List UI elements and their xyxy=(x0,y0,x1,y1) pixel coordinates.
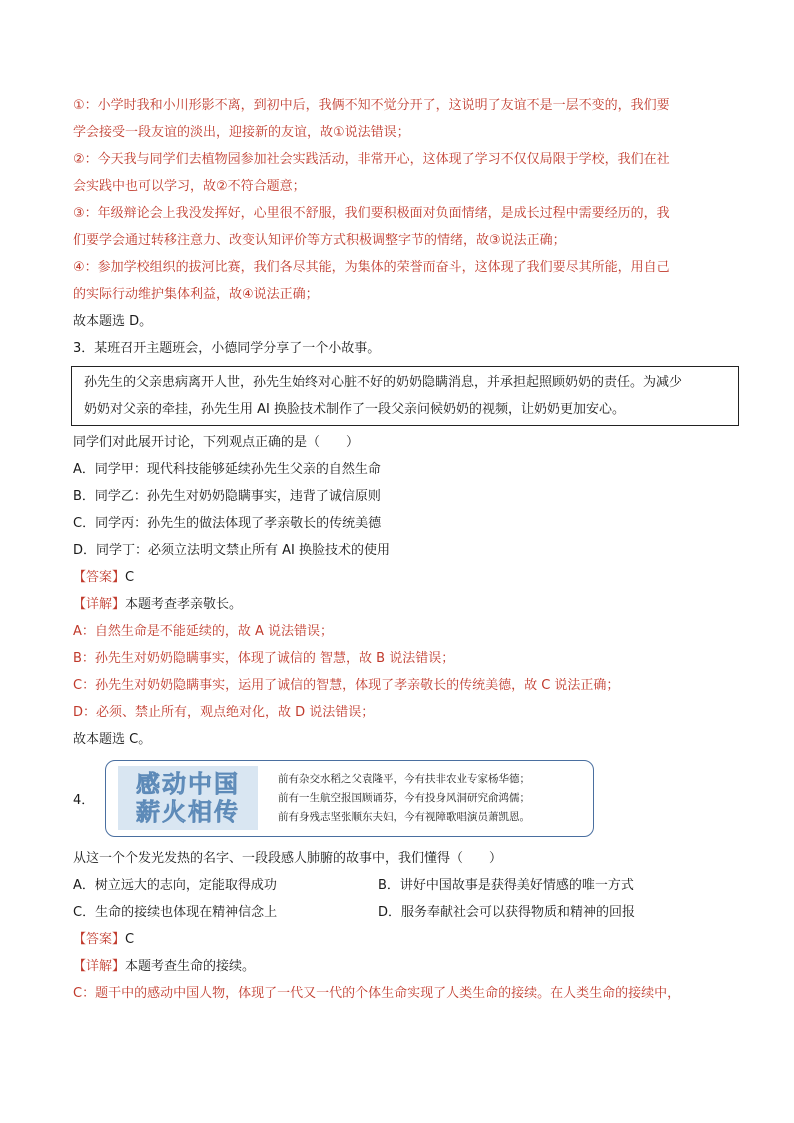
explanation-line: ①：小学时我和小川形影不离，到初中后，我俩不知不觉分开了，这说明了友谊不是一层不变的，我们要 xyxy=(73,98,670,113)
answer-value: C xyxy=(125,570,135,585)
option-c: C．生命的接续也体现在精神信念上 xyxy=(73,905,278,920)
explanation-line: ④：参加学校组织的拔河比赛，我们各尽其能，为集体的荣誉而奋斗，这体现了我们要尽其所能，用自己 xyxy=(73,260,670,275)
answer-tag: 【答案】 xyxy=(73,932,126,947)
detail-line xyxy=(73,953,738,980)
banner-image xyxy=(105,760,594,837)
document-page xyxy=(73,92,738,1007)
question-3-stem: 3．某班召开主题班会，小德同学分享了一个小故事。 xyxy=(73,341,381,356)
question-4-header xyxy=(73,755,738,841)
explanation-line: 们要学会通过转移注意力、改变认知评价等方式积极调整字节的情绪，故③说法正确； xyxy=(73,233,566,248)
explanation-line: 学会接受一段友谊的淡出，迎接新的友谊，故①说法错误； xyxy=(73,125,410,140)
explanation-line: 的实际行动维护集体利益，故④说法正确； xyxy=(73,287,319,302)
option-b: B．同学乙：孙先生对奶奶隐瞒事实，违背了诚信原则 xyxy=(73,489,381,504)
option-c: C．同学丙：孙先生的做法体现了孝亲敬长的传统美德 xyxy=(73,516,382,531)
explanation-line: ②：今天我与同学们去植物园参加社会实践活动，非常开心，这体现了学习不仅仅局限于学校，我们在社 xyxy=(73,152,670,167)
explanation-line: ③：年级辩论会上我没发挥好，心里很不舒服，我们要积极面对负面情绪，是成长过程中需要经历的，我 xyxy=(73,206,670,221)
detail-tag: 【详解】 xyxy=(73,597,126,612)
question-4-number: 4． xyxy=(73,792,95,808)
explanation-line: B：孙先生对奶奶隐瞒事实，体现了诚信的 智慧，故 B 说法错误； xyxy=(73,651,455,666)
answer-value: C xyxy=(125,932,135,947)
story-line: 孙先生的父亲患病离开人世，孙先生始终对心脏不好的奶奶隐瞒消息，并承担起照顾奶奶的责任。为减少 xyxy=(84,375,683,390)
explanation-line: A：自然生命是不能延续的，故 A 说法错误； xyxy=(73,624,334,639)
banner-line: 前有杂交水稻之父袁隆平，今有扶非农业专家杨华德； xyxy=(278,772,530,785)
detail-text: 本题考查生命的接续。 xyxy=(125,959,256,974)
explanation-line: C：题干中的感动中国人物，体现了一代又一代的个体生命实现了人类生命的接续。在人类生命的接续中， xyxy=(73,986,681,1001)
question-3-prompt: 同学们对此展开讨论，下列观点正确的是（ ） xyxy=(73,435,360,450)
conclusion: 故本题选 C。 xyxy=(73,732,152,747)
option-a: A．树立远大的志向，定能取得成功 xyxy=(73,878,277,893)
banner-text xyxy=(278,770,530,827)
detail-text: 本题考查孝亲敬长。 xyxy=(125,597,243,612)
story-box xyxy=(71,366,739,426)
detail-tag: 【详解】 xyxy=(73,959,126,974)
banner-line: 前有一生航空报国顾诵芬，今有投身风洞研究俞鸿儒； xyxy=(278,791,530,804)
banner-logo-line: 薪火相传 xyxy=(136,798,240,826)
story-line: 奶奶对父亲的牵挂，孙先生用 AI 换脸技术制作了一段父亲问候奶奶的视频，让奶奶更加安心。 xyxy=(84,402,625,417)
explanation-line: C：孙先生对奶奶隐瞒事实，运用了诚信的智慧，体现了孝亲敬长的传统美德，故 C 说法正确； xyxy=(73,678,620,693)
options-row xyxy=(73,899,738,926)
answer-line xyxy=(73,564,738,591)
question-4-prompt: 从这一个个发光发热的名字、一段段感人肺腑的故事中，我们懂得（ ） xyxy=(73,851,503,866)
answer-tag: 【答案】 xyxy=(73,570,126,585)
explanation-line: 会实践中也可以学习，故②不符合题意； xyxy=(73,179,306,194)
conclusion: 故本题选 D。 xyxy=(73,314,153,329)
option-a: A．同学甲：现代科技能够延续孙先生父亲的自然生命 xyxy=(73,462,381,477)
option-d: D．同学丁：必须立法明文禁止所有 AI 换脸技术的使用 xyxy=(73,543,391,558)
banner-logo-line: 感动中国 xyxy=(136,770,240,798)
answer-line xyxy=(73,926,738,953)
option-b: B．讲好中国故事是获得美好情感的唯一方式 xyxy=(378,878,634,893)
banner-logo xyxy=(118,766,258,830)
banner-line: 前有身残志坚张顺东夫妇，今有视障歌唱演员萧凯恩。 xyxy=(278,810,530,823)
explanation-line: D：必须、禁止所有，观点绝对化，故 D 说法错误； xyxy=(73,705,375,720)
option-d: D．服务奉献社会可以获得物质和精神的回报 xyxy=(378,905,636,920)
options-row xyxy=(73,872,738,899)
detail-line xyxy=(73,591,738,618)
